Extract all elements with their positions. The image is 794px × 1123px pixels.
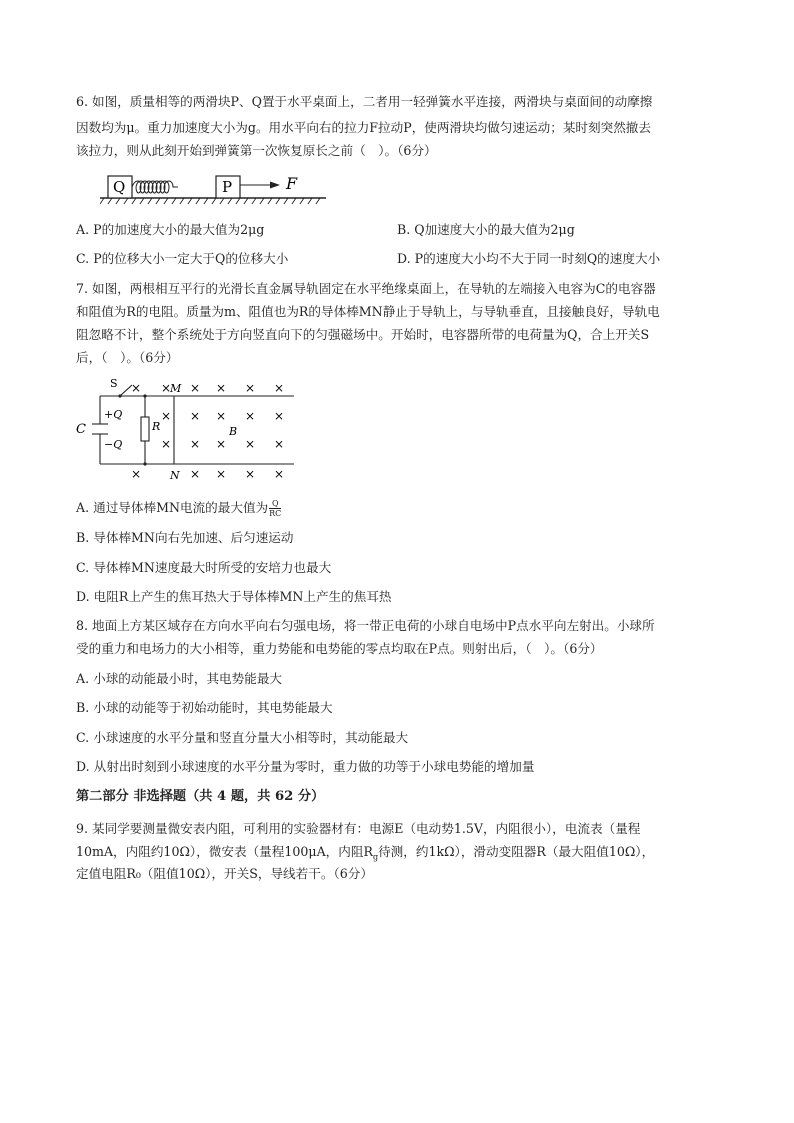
cross-15: × <box>245 437 256 451</box>
fraction-numerator: Q <box>269 499 281 509</box>
q6-option-b: B. Q加速度大小的最大值为2μg <box>397 222 575 237</box>
q9-line-2-part-a: 10mA，内阻约10Ω），微安表（量程100μA，内阻R <box>76 844 373 859</box>
q9-text-line-1: 9. 某同学要测量微安表内阻，可利用的实验器材有：电源E（电动势1.5V，内阻很小），电流表（量程 <box>76 821 641 836</box>
cross-21: × <box>274 467 285 481</box>
q8-option-c: C. 小球速度的水平分量和竖直分量大小相等时，其动能最大 <box>76 730 409 745</box>
q9-line-2-subscript: g <box>372 852 379 862</box>
q6-option-c: C. P的位移大小一定大于Q的位移大小 <box>76 251 289 266</box>
q8-text-line-1: 8. 地面上方某区域存在方向水平向右匀强电场，将一带正电荷的小球自电场中P点水平向左射出。小球所 <box>76 618 655 633</box>
cross-2: × <box>161 381 172 395</box>
spring <box>132 181 178 193</box>
q8-text-line-2: 受的重力和电场力的大小相等，重力势能和电势能的零点均取在P点。则射出后，（ ）。（6分） <box>76 641 603 656</box>
q9-text-line-3: 定值电阻R₀（阻值10Ω），开关S，导线若干。（6分） <box>76 866 373 881</box>
q8-option-a: A. 小球的动能最小时，其电势能最大 <box>76 671 283 686</box>
cross-14: × <box>216 437 227 451</box>
q6-text-line-2: 因数均为μ。重力加速度大小为g。用水平向右的拉力F拉动P，使两滑块均做匀速运动；某时刻突然撤去 <box>76 120 651 135</box>
rod-m-label: M <box>170 382 182 395</box>
q6-option-a: A. P的加速度大小的最大值为2μg <box>76 222 265 237</box>
q7-figure-circuit <box>72 372 302 484</box>
cross-10: × <box>245 409 256 423</box>
q8-option-d: D. 从射出时刻到小球速度的水平分量为零时，重力做的功等于小球电势能的增加量 <box>76 759 535 774</box>
cross-19: × <box>216 467 227 481</box>
switch-label: S <box>110 377 118 390</box>
block-p-label: P <box>222 178 233 196</box>
q7-text-line-1: 7. 如图，两根相互平行的光滑长直金属导轨固定在水平绝缘桌面上，在导轨的左端接入电容为C的电容器 <box>76 281 656 296</box>
cross-12: × <box>161 437 172 451</box>
q7-text-line-3: 阻忽略不计，整个系统处于方向竖直向下的匀强磁场中。开始时，电容器所带的电荷量为Q，合上开关S <box>76 327 650 342</box>
field-b-label: B <box>229 425 238 438</box>
q7-text-line-4: 后，（ ）。（6分） <box>76 350 179 365</box>
q7-text-line-2: 和阻值为R的电阻。质量为m、阻值也为R的导体棒MN静止于导轨上，与导轨垂直，且接触良好，导轨电 <box>76 304 660 319</box>
cross-1: × <box>131 381 142 395</box>
resistor-label: R <box>152 420 161 433</box>
cross-9: × <box>216 409 227 423</box>
q8-option-b: B. 小球的动能等于初始动能时，其电势能最大 <box>76 700 333 715</box>
minus-q-label: −Q <box>104 438 123 451</box>
q7-option-c: C. 导体棒MN速度最大时所受的安培力也最大 <box>76 560 332 575</box>
cross-7: × <box>161 409 172 423</box>
q6-option-d: D. P的速度大小均不大于同一时刻Q的速度大小 <box>397 251 661 266</box>
cross-11: × <box>274 409 285 423</box>
cross-8: × <box>190 409 201 423</box>
q7-option-a <box>76 499 281 518</box>
cross-17: × <box>131 467 142 481</box>
cross-6: × <box>274 381 285 395</box>
cross-13: × <box>190 437 201 451</box>
q7-option-a-fraction <box>269 499 281 518</box>
q6-text-line-3: 该拉力，则从此刻开始到弹簧第一次恢复原长之前（ ）。（6分） <box>76 143 437 158</box>
block-q-label: Q <box>113 178 126 196</box>
cross-20: × <box>245 467 256 481</box>
q7-option-a-text: A. 通过导体棒MN电流的最大值为 <box>76 500 269 515</box>
cross-5: × <box>245 381 256 395</box>
plus-q-label: +Q <box>104 408 123 421</box>
capacitor-label: C <box>76 422 86 437</box>
q7-option-d: D. 电阻R上产生的焦耳热大于导体棒MN上产生的焦耳热 <box>76 589 392 604</box>
q9-text-line-2 <box>76 844 654 866</box>
q9-line-2-part-b: 待测，约1kΩ），滑动变阻器R（最大阻值10Ω）， <box>378 844 655 859</box>
force-arrow-icon <box>270 182 280 189</box>
section-title: 第二部分 非选择题（共 4 题，共 62 分） <box>76 789 325 804</box>
cross-3: × <box>190 381 201 395</box>
cross-16: × <box>274 437 285 451</box>
q7-option-b: B. 导体棒MN向右先加速、后匀速运动 <box>76 530 294 545</box>
cross-18: × <box>190 467 201 481</box>
q6-text-line-1: 6. 如图，质量相等的两滑块P、Q置于水平桌面上，二者用一轻弹簧水平连接，两滑块与桌面间的动摩擦 <box>76 94 653 109</box>
fraction-denominator: RC <box>269 509 282 518</box>
q6-figure-blocks-spring <box>100 172 330 212</box>
rod-n-label: N <box>170 469 180 482</box>
force-label: F <box>286 174 298 193</box>
cross-4: × <box>216 381 227 395</box>
